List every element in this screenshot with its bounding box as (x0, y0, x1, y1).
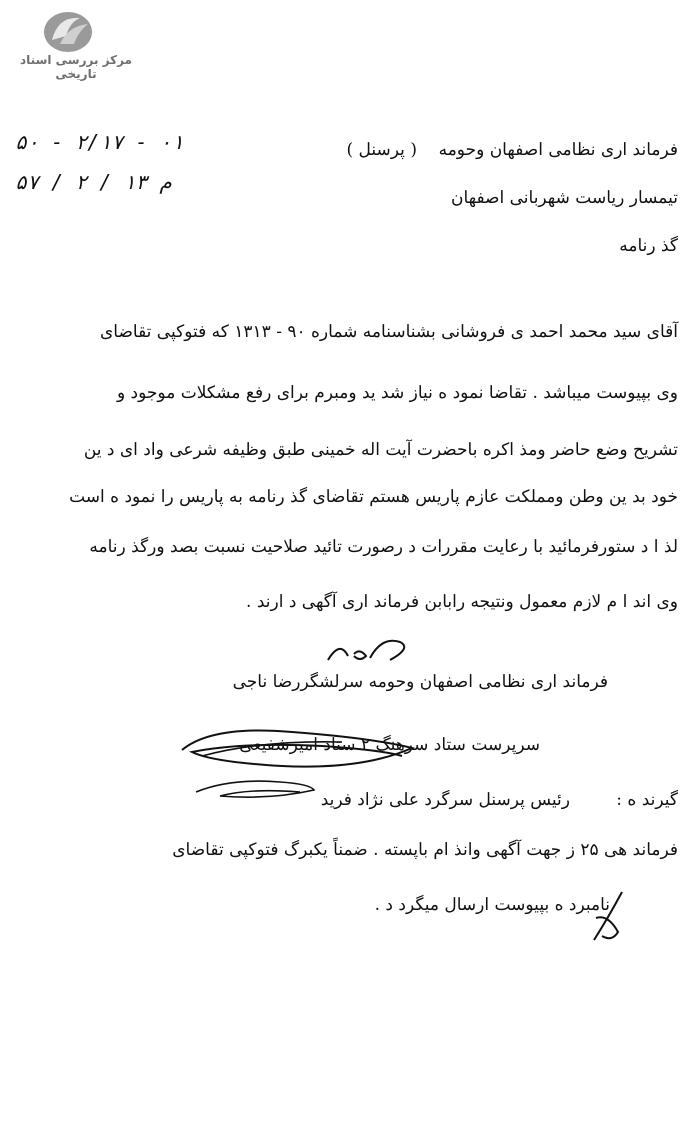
recipient-line: تیمسار ریاست شهربانی اصفهان (450, 188, 678, 208)
watermark-text: مرکز بررسی اسناد تاریخی (20, 53, 132, 81)
recipient-closing-line: نامبرد ه بپیوست ارسال میگرد د . (374, 895, 610, 915)
chief-of-staff: سرپرست ستاد سرهنگ ۲ ستاد امیرشفیعی (239, 735, 540, 755)
handwritten-signature-small-icon (190, 770, 320, 810)
addressee-department: ( پرسنل ) (346, 140, 417, 160)
addressee-office: فرماند اری نظامی اصفهان وحومه (438, 140, 678, 160)
recipient-personnel: رئیس پرسنل سرگرد علی نژاد فرید (320, 790, 570, 810)
archive-center-logo-icon (40, 10, 98, 56)
reference-number: ۵۰ - ۲/۱۷ - ۰۱ (15, 130, 184, 154)
subject-line: گذ رنامه (619, 236, 678, 256)
addressee-line (347, 140, 678, 160)
body-line: آقای سید محمد احمد ی فروشانی بشناسنامه شماره ۹۰ - ۱۳۱۳ که فتوکپی تقاضای (99, 322, 678, 342)
body-line: وی اند ا م لازم معمول ونتیجه رابابن فرماند اری آگهی د ارند . (246, 592, 678, 612)
recipient-command-line: فرماند هی ۲۵ ز جهت آگهی وانذ ام باپسته . ضمناً یکبرگ فتوکپی تقاضای (172, 840, 678, 860)
body-line: خود بد ین وطن ومملکت عازم پاریس هستم تقاضای گذ رنامه به پاریس را نمود ه است (69, 487, 678, 507)
signatory-title: فرماند اری نظامی اصفهان وحومه سرلشگررضا ناجی (232, 672, 608, 692)
body-line: لذ ا د ستورفرمائید با رعایت مقررات د رصورت تائید صلاحیت نسبت بصد ورگذ رنامه (89, 537, 678, 557)
reference-date: ۵۷ / ۲ / ۱۳ م (15, 170, 172, 194)
handwritten-check-mark-icon (588, 888, 628, 948)
body-line: تشریح وضع حاضر ومذ اکره باحضرت آیت اله خمینی طبق وظیفه شرعی واد ای د ین (83, 440, 678, 460)
body-line: وی بپیوست میباشد . تقاضا نمود ه نیاز شد ید ومبرم برای رفع مشکلات موجود و (116, 383, 678, 403)
recipients-label: گیرند ه : (616, 790, 678, 810)
